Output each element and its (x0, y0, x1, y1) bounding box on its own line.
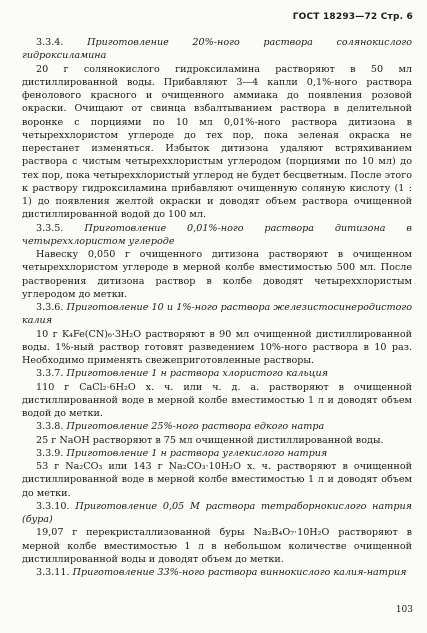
section-heading (22, 301, 412, 328)
paragraph: Навеску 0,050 г очищенного дитизона растворяют в очищенном четыреххлористом углероде в мерной колбе вместимостью 500 мл. После растворения дитизона раствор в колбе доводят четыреххлористым углеродом до метки. (22, 249, 412, 300)
section-number: 3.3.11. (36, 567, 70, 578)
paragraph: 19,07 г перекристаллизованной буры Na₂B₄O₇·10H₂O растворяют в мерной колбе вместимостью 1 л в небольшом количестве очищенной дистиллированной воды и доводят объем до метки. (22, 527, 412, 565)
section-title: Приготовление 33%-ного раствора виннокислого калия-натрия (72, 567, 407, 578)
section-heading (22, 367, 412, 380)
section-title: Приготовление 0,05 М раствора тетраборнокислого натрия (бура) (22, 500, 412, 525)
section-heading (22, 36, 412, 63)
page-header: ГОСТ 18293—72 Стр. 6 (292, 12, 413, 22)
section-number: 3.3.6. (36, 302, 64, 313)
section-title: Приготовление 0,01%-ного раствора дитизона в четыреххлористом углероде (22, 222, 412, 247)
section-title: Приготовление 1 н раствора углекислого натрия (66, 447, 328, 459)
section-number: 3.3.10. (36, 500, 70, 512)
section-heading (22, 222, 412, 249)
paragraph: 20 г солянокислого гидроксиламина растворяют в 50 мл дистиллированной воды. Прибавляют 3—4 капли 0,1%-ного раствора фенолового красного и очищенного аммиака до появления розовой окраски. Очищают от свинца взбалтыванием раствора в делительной воронке с порциями по 10 мл 0,01%-ного раствора дитизона в четыреххлористом углероде до тех пор, пока зеленая окраска не перестанет изменяться. Избыток дитизона удаляют встряхиванием раствора с чистым четыреххлористым углеродом (порциями по 10 мл) до тех пор, пока четыреххлористый углерод не будет бесцветным. После этого к раствору гидроксиламина прибавляют очищенную соляную кислоту (1 : 1) до появления желтой окраски и доводят объем раствора очищенной дистиллированной водой до 100 мл. (22, 63, 412, 221)
paragraph: 10 г K₄Fe(CN)₆·3H₂O растворяют в 90 мл очищенной дистиллированной воды. 1%-ный раствор готовят разведением 10%-ного раствора в 10 раз. Необходимо применять свежеприготовленные растворы. (22, 328, 412, 366)
section-number: 3.3.9. (36, 447, 64, 459)
paragraph: 53 г Na₂CO₃ или 143 г Na₂CO₃·10H₂O х. ч. растворяют в очищенной дистиллированной воде в мерной колбе вместимостью 1 л и доводят объем до метки. (22, 461, 412, 499)
section-number: 3.3.7. (36, 368, 64, 380)
section-number: 3.3.4. (36, 37, 64, 48)
section-heading (22, 566, 412, 579)
page-number: 103 (395, 605, 413, 615)
paragraph: 25 г NaOH растворяют в 75 мл очищенной дистиллированной воды. (36, 434, 384, 446)
section-heading (22, 500, 412, 527)
section-number: 3.3.8. (36, 421, 64, 433)
section-heading (22, 447, 412, 460)
section-title: Приготовление 10 и 1%-ного раствора железистосинеродистого калия (22, 302, 412, 327)
section-heading (22, 420, 412, 433)
section-title: Приготовление 20%-ного раствора солянокислого гидроксиламина (22, 37, 412, 62)
section-number: 3.3.5. (36, 222, 64, 234)
section-title: Приготовление 1 н раствора хлористого кальция (66, 368, 328, 380)
paragraph: 110 г CaCl₂·6H₂O х. ч. или ч. д. а. растворяют в очищенной дистиллированной воде в мерной колбе вместимостью 1 л и доводят объем водой до метки. (22, 381, 412, 419)
document-body (22, 36, 412, 579)
section-title: Приготовление 25%-ного раствора едкого натра (66, 421, 325, 433)
